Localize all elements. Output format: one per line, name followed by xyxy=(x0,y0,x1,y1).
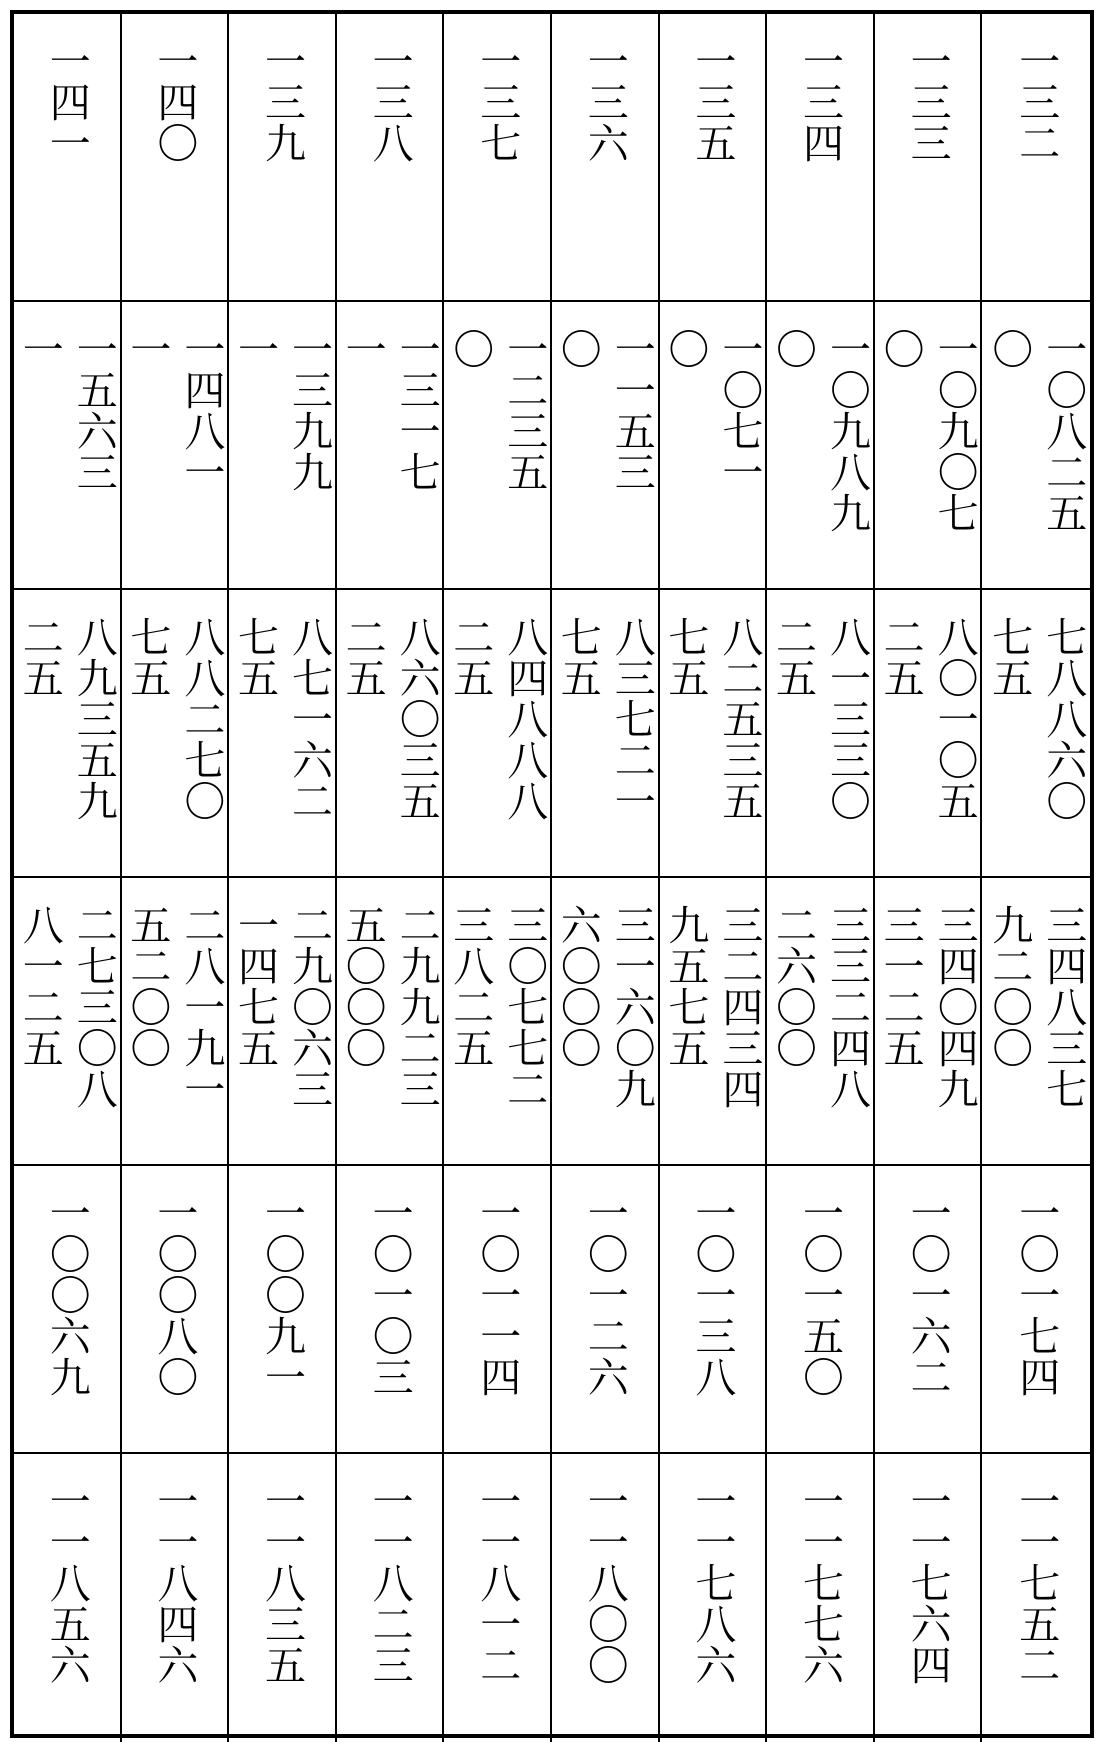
table-cell xyxy=(14,590,122,878)
cell-value-secondary: 七五 xyxy=(230,616,279,698)
cell-value-main: 一〇一二六 xyxy=(580,1192,629,1397)
table-cell xyxy=(982,1166,1090,1454)
table-cell xyxy=(337,878,445,1166)
table-cell xyxy=(660,1454,768,1742)
table-cell xyxy=(982,14,1090,302)
cell-value-main: 一一八一二 xyxy=(473,1480,522,1685)
cell-value-secondary: 二五 xyxy=(338,616,387,698)
table-cell xyxy=(660,878,768,1166)
cell-value-main: 八四八八八 xyxy=(500,616,549,821)
cell-value-secondary: 五二〇〇 xyxy=(123,904,172,1068)
cell-value-main: 一三八 xyxy=(365,40,414,163)
table-cell xyxy=(444,1166,552,1454)
cell-value-main: 一〇〇六九 xyxy=(42,1192,91,1397)
table-cell xyxy=(122,1166,230,1454)
table-cell xyxy=(14,14,122,302)
table-cell xyxy=(337,590,445,878)
table-cell xyxy=(444,590,552,878)
table-cell xyxy=(552,878,660,1166)
cell-value-secondary: 六〇〇〇 xyxy=(553,904,602,1068)
cell-value-secondary: 一四七五 xyxy=(230,904,279,1068)
table-cell xyxy=(122,1454,230,1742)
cell-value-main: 一〇一三八 xyxy=(688,1192,737,1397)
table-cell xyxy=(552,590,660,878)
table-cell xyxy=(444,1454,552,1742)
cell-value-secondary: 九五七五 xyxy=(661,904,710,1068)
table-cell xyxy=(122,590,230,878)
cell-value-main: 一三二 xyxy=(1012,40,1061,163)
table-cell xyxy=(122,14,230,302)
cell-value-main: 一三四 xyxy=(795,40,844,163)
cell-value-main: 三〇七七二 xyxy=(500,904,549,1109)
cell-value-main: 一三五 xyxy=(688,40,737,163)
table-cell xyxy=(122,302,230,590)
table-cell xyxy=(552,14,660,302)
cell-value-main: 八二五三五 xyxy=(715,616,764,821)
table-cell xyxy=(229,590,337,878)
table-cell xyxy=(767,1454,875,1742)
table-cell xyxy=(875,14,983,302)
table-cell xyxy=(982,878,1090,1166)
cell-value-secondary: 三一二五 xyxy=(876,904,925,1068)
table-cell xyxy=(982,302,1090,590)
cell-value-main: 一三九 xyxy=(257,40,306,163)
cell-value-secondary: 七五 xyxy=(553,616,602,698)
cell-value-secondary: 〇 xyxy=(446,328,495,369)
table-cell xyxy=(767,302,875,590)
table-cell xyxy=(875,302,983,590)
cell-value-main: 一一五三 xyxy=(607,328,656,492)
cell-value-main: 一〇一五〇 xyxy=(795,1192,844,1397)
table-cell xyxy=(767,590,875,878)
cell-value-main: 三三二四八 xyxy=(822,904,871,1109)
cell-value-main: 一〇一一四 xyxy=(473,1192,522,1397)
cell-value-main: 一三三 xyxy=(903,40,952,163)
table-cell xyxy=(982,1454,1090,1742)
cell-value-main: 一三九九 xyxy=(284,328,333,492)
numeric-table xyxy=(10,10,1094,1738)
cell-value-main: 一三六 xyxy=(580,40,629,163)
cell-value-secondary: 七五 xyxy=(661,616,710,698)
cell-value-secondary: 七五 xyxy=(123,616,172,698)
cell-value-main: 三二四三四 xyxy=(715,904,764,1109)
cell-value-main: 一一七七六 xyxy=(795,1480,844,1685)
cell-value-secondary: 二五 xyxy=(876,616,925,698)
cell-value-main: 一〇一六二 xyxy=(903,1192,952,1397)
cell-value-main: 三四八三七 xyxy=(1039,904,1088,1109)
cell-value-main: 八七一六二 xyxy=(284,616,333,821)
table-cell xyxy=(14,1454,122,1742)
cell-value-secondary: 一 xyxy=(230,328,279,369)
cell-value-main: 八九三五九 xyxy=(69,616,118,821)
cell-value-main: 一〇七一 xyxy=(715,328,764,492)
cell-value-main: 一〇一七四 xyxy=(1012,1192,1061,1397)
cell-value-main: 二八一九一 xyxy=(177,904,226,1109)
cell-value-main: 一一八五六 xyxy=(42,1480,91,1685)
cell-value-main: 一一八二三 xyxy=(365,1480,414,1685)
cell-value-main: 七八八六〇 xyxy=(1039,616,1088,821)
table-cell xyxy=(444,302,552,590)
cell-value-main: 三四〇四九 xyxy=(930,904,979,1109)
cell-value-main: 三一六〇九 xyxy=(607,904,656,1109)
table-cell xyxy=(229,1454,337,1742)
table-cell xyxy=(660,1166,768,1454)
cell-value-main: 八六〇三五 xyxy=(392,616,441,821)
table-cell xyxy=(875,590,983,878)
cell-value-secondary: 七五 xyxy=(985,616,1034,698)
table-cell xyxy=(229,14,337,302)
cell-value-secondary: 〇 xyxy=(876,328,925,369)
table-cell xyxy=(337,1454,445,1742)
cell-value-secondary: 八一二五 xyxy=(15,904,64,1068)
cell-value-main: 一〇〇八〇 xyxy=(150,1192,199,1397)
cell-value-secondary: 三八二五 xyxy=(446,904,495,1068)
table-cell xyxy=(552,302,660,590)
cell-value-main: 一四〇 xyxy=(150,40,199,163)
cell-value-secondary: 一 xyxy=(15,328,64,369)
cell-value-main: 一〇八二五 xyxy=(1039,328,1088,533)
table-cell xyxy=(337,302,445,590)
table-cell xyxy=(229,1166,337,1454)
table-cell xyxy=(337,1166,445,1454)
table-cell xyxy=(444,14,552,302)
cell-value-main: 一一八〇〇 xyxy=(580,1480,629,1685)
cell-value-main: 一一七八六 xyxy=(688,1480,737,1685)
cell-value-main: 一三一七 xyxy=(392,328,441,492)
table-cell xyxy=(14,302,122,590)
table-cell xyxy=(229,302,337,590)
table-cell xyxy=(14,1166,122,1454)
table-cell xyxy=(229,878,337,1166)
table-cell xyxy=(982,590,1090,878)
cell-value-main: 一五六三 xyxy=(69,328,118,492)
cell-value-main: 二七三〇八 xyxy=(69,904,118,1109)
table-cell xyxy=(337,14,445,302)
cell-value-secondary: 九二〇〇 xyxy=(985,904,1034,1068)
cell-value-secondary: 二五 xyxy=(768,616,817,698)
cell-value-main: 八三七二一 xyxy=(607,616,656,821)
table-cell xyxy=(660,14,768,302)
cell-value-secondary: 二五 xyxy=(446,616,495,698)
cell-value-main: 一〇〇九一 xyxy=(257,1192,306,1397)
table-cell xyxy=(122,878,230,1166)
cell-value-main: 一二三五 xyxy=(500,328,549,492)
cell-value-main: 一四一 xyxy=(42,40,91,163)
cell-value-main: 八〇一〇五 xyxy=(930,616,979,821)
table-cell xyxy=(767,1166,875,1454)
cell-value-secondary: 五〇〇〇 xyxy=(338,904,387,1068)
cell-value-main: 八八二七〇 xyxy=(177,616,226,821)
cell-value-main: 二九九二三 xyxy=(392,904,441,1109)
table-cell xyxy=(14,878,122,1166)
table-cell xyxy=(660,590,768,878)
table-cell xyxy=(875,1166,983,1454)
cell-value-secondary: 〇 xyxy=(985,328,1034,369)
cell-value-secondary: 一 xyxy=(123,328,172,369)
cell-value-main: 八一三三〇 xyxy=(822,616,871,821)
table-cell xyxy=(552,1454,660,1742)
cell-value-secondary: 〇 xyxy=(553,328,602,369)
cell-value-main: 一一八三五 xyxy=(257,1480,306,1685)
cell-value-main: 一〇九〇七 xyxy=(930,328,979,533)
table-cell xyxy=(767,14,875,302)
table-cell xyxy=(444,878,552,1166)
table-cell xyxy=(767,878,875,1166)
table-cell xyxy=(875,1454,983,1742)
cell-value-secondary: 〇 xyxy=(768,328,817,369)
table-cell xyxy=(875,878,983,1166)
cell-value-main: 二九〇六三 xyxy=(284,904,333,1109)
cell-value-secondary: 一 xyxy=(338,328,387,369)
cell-value-main: 一〇一〇三 xyxy=(365,1192,414,1397)
table-cell xyxy=(552,1166,660,1454)
cell-value-main: 一一七六四 xyxy=(903,1480,952,1685)
table-cell xyxy=(660,302,768,590)
cell-value-secondary: 二六〇〇 xyxy=(768,904,817,1068)
cell-value-secondary: 〇 xyxy=(661,328,710,369)
cell-value-main: 一一八四六 xyxy=(150,1480,199,1685)
cell-value-main: 一三七 xyxy=(473,40,522,163)
cell-value-secondary: 二五 xyxy=(15,616,64,698)
cell-value-main: 一一七五二 xyxy=(1012,1480,1061,1685)
cell-value-main: 一四八一 xyxy=(177,328,226,492)
cell-value-main: 一〇九八九 xyxy=(822,328,871,533)
